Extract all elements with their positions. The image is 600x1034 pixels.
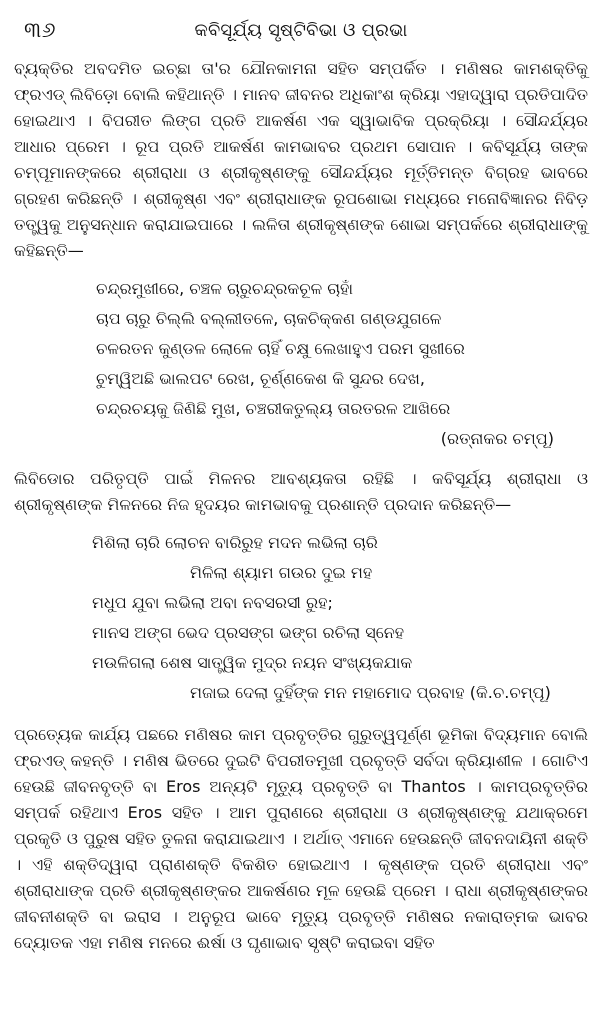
running-head: କବିସୂର୍ଯ୍ୟ ସୃଷ୍ଟିବିଭା ଓ ପ୍ରଭା: [194, 20, 408, 41]
verse-block-1: [14, 274, 588, 424]
verse-line: ମଉଳିଗଲା ଶେଷ ସାତ୍ତ୍ୱିକ ମୁଦ୍ର ନୟନ ସଂଖ୍ୟକଯାକ: [92, 653, 413, 672]
body-paragraph-2: ଲିବିଡୋର ପରିତୃପ୍ତି ପାଇଁ ମିଳନର ଆବଶ୍ୟକତା ରହିଛି । କବିସୂର୍ଯ୍ୟ ଶ୍ରୀରାଧା ଓ ଶ୍ରୀକୃଷ୍ଣଙ୍କ ମିଳନରେ ନିଜ ହୃଦୟର କାମଭାବକୁ ପ୍ରଶାନ୍ତି ପ୍ରଦାନ କରିଛନ୍ତି—: [14, 469, 594, 514]
verse-line: ମିଳିଲା ଶ୍ୟାମ ଗଉର ଦୁଇ ମହ: [190, 563, 373, 582]
verse-line: ମଧୁପ ଯୁବା ଲଭିଲା ଅବା ନବସରସୀ ରୁହ;: [92, 593, 333, 612]
page-header: [14, 10, 588, 50]
verse-line: ଚନ୍ଦ୍ରମୁଖୀରେ, ଚଞ୍ଚଳ ଚାରୁଚନ୍ଦ୍ରକଚୂଳ ଚାହାଁ: [96, 279, 353, 298]
verse-attribution-1: (ରତ୍ନାକର ଚମ୍ପୂ): [440, 429, 554, 448]
page-number: ୩୬: [24, 18, 57, 43]
verse-line: ମଜାଇ ଦେଲା ଦୁହିଁଙ୍କ ମନ ମହାମୋଦ ପ୍ରବାହ (କି.ଚ.ଚମ୍ପୂ): [190, 683, 551, 702]
verse-line: ଚଳରତନ କୁଣ୍ଡଳ ଲୋଳେ ଚାହିଁ ଚକ୍ଷୁ ଲେଖାହୁଏ ପରମ ସୁଖୀରେ: [96, 339, 465, 358]
body-paragraph-1: ବ୍ୟକ୍ତିର ଅବଦମିତ ଇଚ୍ଛା ତା'ର ଯୌନକାମନା ସହିତ ସମ୍ପର୍କିତ । ମଣିଷର କାମଶକ୍ତିକୁ ଫ୍ରଏଡ୍ ଲିବିଡ଼ୋ ବୋଲି କହିଥାନ୍ତି । ମାନବ ଜୀବନର ଅଧିକାଂଶ କ୍ରିୟା ଏହାଦ୍ୱାରା ପ୍ରତିପାଦିତ ହୋଇଥାଏ । ବିପରୀତ ଲିଙ୍ଗ ପ୍ରତି ଆକର୍ଷଣ ଏକ ସ୍ୱାଭାବିକ ପ୍ରକ୍ରିୟା । ସୌନ୍ଦର୍ଯ୍ୟର ଆଧାର ପ୍ରେମ । ରୂପ ପ୍ରତି ଆକର୍ଷଣ କାମଭାବର ପ୍ରଥମ ସୋପାନ । କବିସୂର୍ଯ୍ୟ ତାଙ୍କ ଚମ୍ପୂମାନଙ୍କରେ ଶ୍ରୀରାଧା ଓ ଶ୍ରୀକୃଷ୍ଣଙ୍କୁ ସୌନ୍ଦର୍ଯ୍ୟର ମୂର୍ତ୍ତିମନ୍ତ ବିଗ୍ରହ ଭାବରେ ଗ୍ରହଣ କରିଛନ୍ତି । ଶ୍ରୀକୃଷ୍ଣ ଏବଂ ଶ୍ରୀରାଧାଙ୍କ ରୂପଶୋଭା ମଧ୍ୟରେ ମନୋବିଜ୍ଞାନର ନିବିଡ଼ ତତ୍ତ୍ୱକୁ ଅନୁସନ୍ଧାନ କରାଯାଇପାରେ । ଲଳିତା ଶ୍ରୀକୃଷ୍ଣଙ୍କ ଶୋଭା ସମ୍ପର୍କରେ ଶ୍ରୀରାଧାଙ୍କୁ କହିଛନ୍ତି—: [14, 59, 594, 260]
verse-line: ଚାପ ଚାରୁ ଚିଲ୍ଲି ବଲ୍ଲୀତଳେ, ଚାକଚିକ୍କଣ ଗଣ୍ଡଯୁଗଳେ: [96, 309, 442, 328]
verse-line: ମିଶିଲା ଚାରି ଲୋଚନ ବାରିରୁହ ମଦନ ଲଭିଲା ଚାରି: [92, 533, 378, 552]
verse-line: ମାନସ ଅଙ୍ଗ ଭେଦ ପ୍ରସଙ୍ଗ ଭଙ୍ଗ ରଚିଲା ସ୍ନେହ: [92, 623, 405, 642]
verse-block-2: [14, 528, 588, 708]
verse-line: ଚନ୍ଦ୍ରଚୟକୁ ଜିଣିଛି ମୁଖ, ଚଞ୍ଚରୀକତୁଲ୍ୟ ତାରତରଳ ଆଖିରେ: [96, 399, 451, 418]
verse-line: ଚୁମ୍ୱିଅଛି ଭାଲପଟ ରେଖ, ଚୂର୍ଣ୍ଣକେଶ କି ସୁନ୍ଦର ଦେଖ,: [96, 369, 425, 388]
body-paragraph-3: ପ୍ରତ୍ୟେକ କାର୍ଯ୍ୟ ପଛରେ ମଣିଷର କାମ ପ୍ରବୃତ୍ତିର ଗୁରୁତ୍ୱପୂର୍ଣ୍ଣ ଭୂମିକା ବିଦ୍ୟମାନ ବୋଲି ଫ୍ରଏଡ୍ କହନ୍ତି । ମଣିଷ ଭିତରେ ଦୁଇଟି ବିପରୀତମୁଖୀ ପ୍ରବୃତ୍ତି ସର୍ବଦା କ୍ରିୟାଶୀଳ । ଗୋଟିଏ ହେଉଛି ଜୀବନବୃତ୍ତି ବା Eros ଅନ୍ୟଟି ମୃତ୍ୟୁ ପ୍ରବୃତ୍ତି ବା Thantos । କାମପ୍ରବୃତ୍ତିର ସମ୍ପର୍କ ରହିଥାଏ Eros ସହିତ । ଆମ ପୁରାଣରେ ଶ୍ରୀରାଧା ଓ ଶ୍ରୀକୃଷ୍ଣଙ୍କୁ ଯଥାକ୍ରମେ ପ୍ରକୃତି ଓ ପୁରୁଷ ସହିତ ତୁଳନା କରାଯାଇଥାଏ । ଅର୍ଥାତ୍ ଏମାନେ ହେଉଛନ୍ତି ଜୀବନଦାୟିନୀ ଶକ୍ତି । ଏହି ଶକ୍ତିଦ୍ୱାରା ପ୍ରାଣଶକ୍ତି ବିକଶିତ ହୋଇଥାଏ । କୃଷ୍ଣଙ୍କ ପ୍ରତି ଶ୍ରୀରାଧା ଏବଂ ଶ୍ରୀରାଧାଙ୍କ ପ୍ରତି ଶ୍ରୀକୃଷ୍ଣଙ୍କର ଆକର୍ଷଣର ମୂଳ ହେଉଛି ପ୍ରେମ । ରାଧା ଶ୍ରୀକୃଷ୍ଣଙ୍କର ଜୀବନୀଶକ୍ତି ବା ଇରାସ । ଅନୁରୂପ ଭାବେ ମୃତ୍ୟୁ ପ୍ରବୃତ୍ତି ମଣିଷର ନକାରାତ୍ମକ ଭାବର ଦ୍ୟୋତକ ଏହା ମଣିଷ ମନରେ ଈର୍ଷା ଓ ଘୃଣାଭାବ ସୃଷ୍ଟି କରାଇବା ସହିତ: [14, 725, 594, 952]
